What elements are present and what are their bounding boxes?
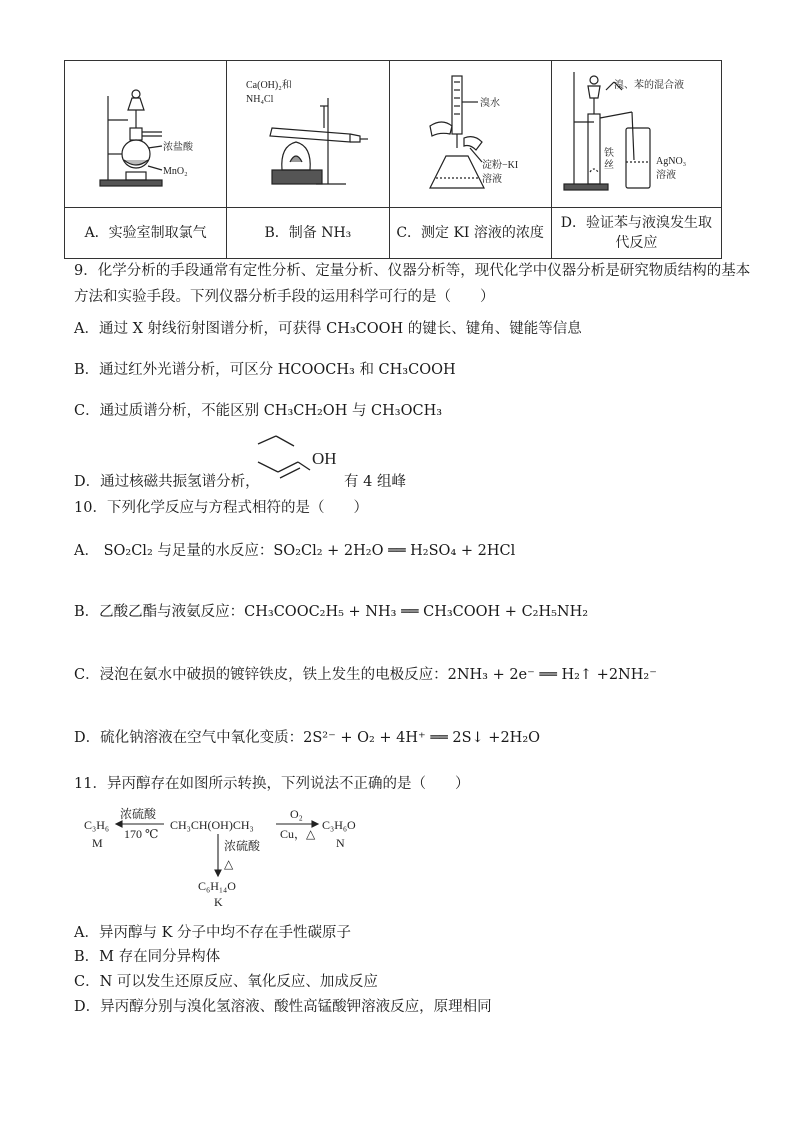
q11-option-a: A．异丙醇与 K 分子中均不存在手性碳原子 xyxy=(74,925,352,941)
scheme-reagent3-top: 浓硫酸 xyxy=(224,839,261,853)
q11-option-d: D．异丙醇分别与溴化氢溶液、酸性高锰酸钾溶液反应，原理相同 xyxy=(74,999,492,1015)
scheme-n-label: N xyxy=(336,836,345,850)
q11-stem: 11．异丙醇存在如图所示转换，下列说法不正确的是（ ） xyxy=(74,776,470,792)
caption-b: B．制备 NH₃ xyxy=(227,208,389,259)
q9-option-d-tail: 有 4 组峰 xyxy=(344,474,406,490)
q10-option-d: D．硫化钠溶液在空气中氧化变质：2S²⁻ + O₂ + 4H⁺ ══ 2S↓ +2H₂O xyxy=(74,730,541,746)
cell-b-figure xyxy=(227,61,389,208)
label-bromine-water: 溴水 xyxy=(480,98,501,109)
arrowhead-to-k xyxy=(215,870,221,876)
arrowhead-to-m xyxy=(116,821,122,827)
scheme-reagent2-top: O₂ xyxy=(290,807,303,821)
reaction-scheme xyxy=(80,800,380,912)
caption-c: C．测定 KI 溶液的浓度 xyxy=(389,208,551,259)
apparatus-table xyxy=(64,60,722,259)
titration-apparatus-figure xyxy=(390,62,550,202)
q9-option-b: B．通过红外光谱分析，可区分 HCOOCH₃ 和 CH₃COOH xyxy=(74,362,456,378)
caption-d xyxy=(551,208,721,259)
label-solution-c: 溶液 xyxy=(482,174,503,185)
q9-stem-line2: 方法和实验手段。下列仪器分析手段的运用科学可行的是（ ） xyxy=(74,289,495,305)
dienol-structure xyxy=(250,432,354,494)
ammonia-apparatus-figure xyxy=(228,62,388,202)
bromination-apparatus-figure xyxy=(552,62,720,202)
oh-label: OH xyxy=(312,449,337,468)
scheme-reagent3-bottom: △ xyxy=(224,857,234,871)
cell-d-figure xyxy=(551,61,721,208)
label-starch-ki: 淀粉−KI xyxy=(482,160,519,171)
q10-option-b: B．乙酸乙酯与液氨反应：CH₃COOC₂H₅ + NH₃ ══ CH₃COOH + C₂H₅NH₂ xyxy=(74,604,589,620)
q11-option-b: B．M 存在同分异构体 xyxy=(74,949,221,965)
cell-a-figure xyxy=(65,61,227,208)
label-hcl: 浓盐酸 xyxy=(162,142,193,153)
caption-d-line2: 代反应 xyxy=(615,235,658,251)
caption-a: A．实验室制取氯气 xyxy=(65,208,227,259)
scheme-m-formula: C₃H₆ xyxy=(84,818,110,832)
q9-option-c: C．通过质谱分析，不能区别 CH₃CH₂OH 与 CH₃OCH₃ xyxy=(74,403,443,419)
label-mno2: MnO₂ xyxy=(162,166,188,177)
scheme-reagent1-bottom: 170 ℃ xyxy=(124,827,159,841)
q10-stem: 10．下列化学反应与方程式相符的是（ ） xyxy=(74,500,368,516)
label-caoh2: Ca(OH)₂和 xyxy=(245,80,292,91)
scheme-k-formula: C₆H₁₄O xyxy=(198,879,236,893)
scheme-m-label: M xyxy=(92,836,103,850)
caption-d-line1: D．验证苯与液溴发生取 xyxy=(560,215,712,231)
cell-c-figure xyxy=(389,61,551,208)
scheme-k-label: K xyxy=(214,895,223,909)
arrowhead-to-n xyxy=(312,821,318,827)
label-nh4cl: NH₄Cl xyxy=(245,94,274,105)
label-benzene-bromine: 溴、苯的混合液 xyxy=(614,80,685,91)
label-iron-1: 铁 xyxy=(604,148,615,159)
q9-option-a: A．通过 X 射线衍射图谱分析，可获得 CH₃COOH 的键长、键角、键能等信息 xyxy=(74,321,582,337)
q10-option-c: C．浸泡在氨水中破损的镀锌铁皮，铁上发生的电极反应：2NH₃ + 2e⁻ ══ H₂↑ +2NH₂⁻ xyxy=(74,667,657,683)
scheme-alcohol: CH₃CH(OH)CH₃ xyxy=(170,818,254,832)
scheme-reagent1-top: 浓硫酸 xyxy=(120,807,157,821)
q11-option-c: C．N 可以发生还原反应、氧化反应、加成反应 xyxy=(74,974,378,990)
label-iron-2: 丝 xyxy=(604,160,615,171)
scheme-n-formula: C₃H₆O xyxy=(322,818,356,832)
chlorine-apparatus-figure xyxy=(66,62,226,202)
scheme-reagent2-bottom: Cu，△ xyxy=(280,827,316,841)
label-solution-d: 溶液 xyxy=(656,170,677,181)
label-agno3: AgNO₃ xyxy=(656,156,687,167)
q9-option-d: D．通过核磁共振氢谱分析， xyxy=(74,474,260,490)
q9-stem-line1: 9．化学分析的手段通常有定性分析、定量分析、仪器分析等，现代化学中仪器分析是研究物质结构的基本 xyxy=(74,263,751,279)
q10-option-a: A． SO₂Cl₂ 与足量的水反应：SO₂Cl₂ + 2H₂O ══ H₂SO₄ + 2HCl xyxy=(74,543,516,559)
